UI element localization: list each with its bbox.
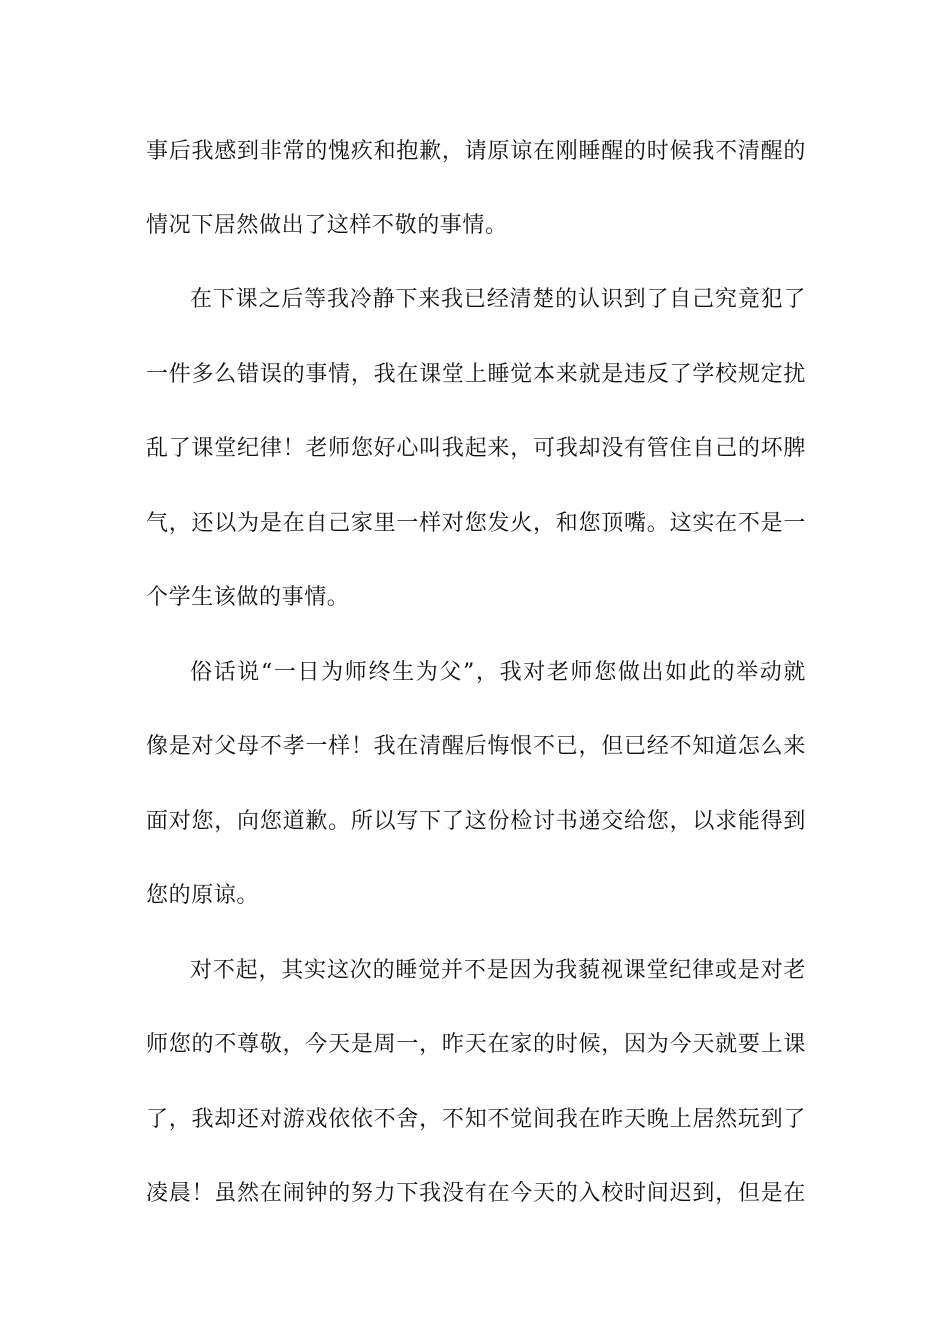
paragraph-first-line: 俗话说“一日为师终生为父”，我对老师您做出如此的举动就 [190,660,806,685]
paragraph-first-line: 在下课之后等我冷静下来我已经清楚的认识到了自己究竟犯了 [190,287,806,312]
text-line: 您的原谅。 [146,883,260,908]
text-line: 面对您，向您道歉。所以写下了这份检讨书递交给您，以求能得到 [146,809,806,834]
text-line: 像是对父母不孝一样！我在清醒后悔恨不已，但已经不知道怎么来 [146,734,806,759]
text-line: 个学生该做的事情。 [146,585,350,610]
text-line: 一件多么错误的事情，我在课堂上睡觉本来就是违反了学校规定扰 [146,362,806,387]
text-line: 师您的不尊敬，今天是周一，昨天在家的时候，因为今天就要上课 [146,1032,806,1057]
text-line: 乱了课堂纪律！老师您好心叫我起来，可我却没有管住自己的坏脾 [146,436,806,461]
text-line: 了，我却还对游戏依依不舍，不知不觉间我在昨天晚上居然玩到了 [146,1107,806,1132]
text-line: 事后我感到非常的愧疚和抱歉，请原谅在刚睡醒的时候我不清醒的 [146,139,806,164]
text-line: 情况下居然做出了这样不敬的事情。 [146,213,508,238]
paragraph-first-line: 对不起，其实这次的睡觉并不是因为我藐视课堂纪律或是对老 [190,958,806,983]
text-line: 凌晨！虽然在闹钟的努力下我没有在今天的入校时间迟到，但是在 [146,1181,806,1206]
text-line: 气，还以为是在自己家里一样对您发火，和您顶嘴。这实在不是一 [146,511,806,536]
